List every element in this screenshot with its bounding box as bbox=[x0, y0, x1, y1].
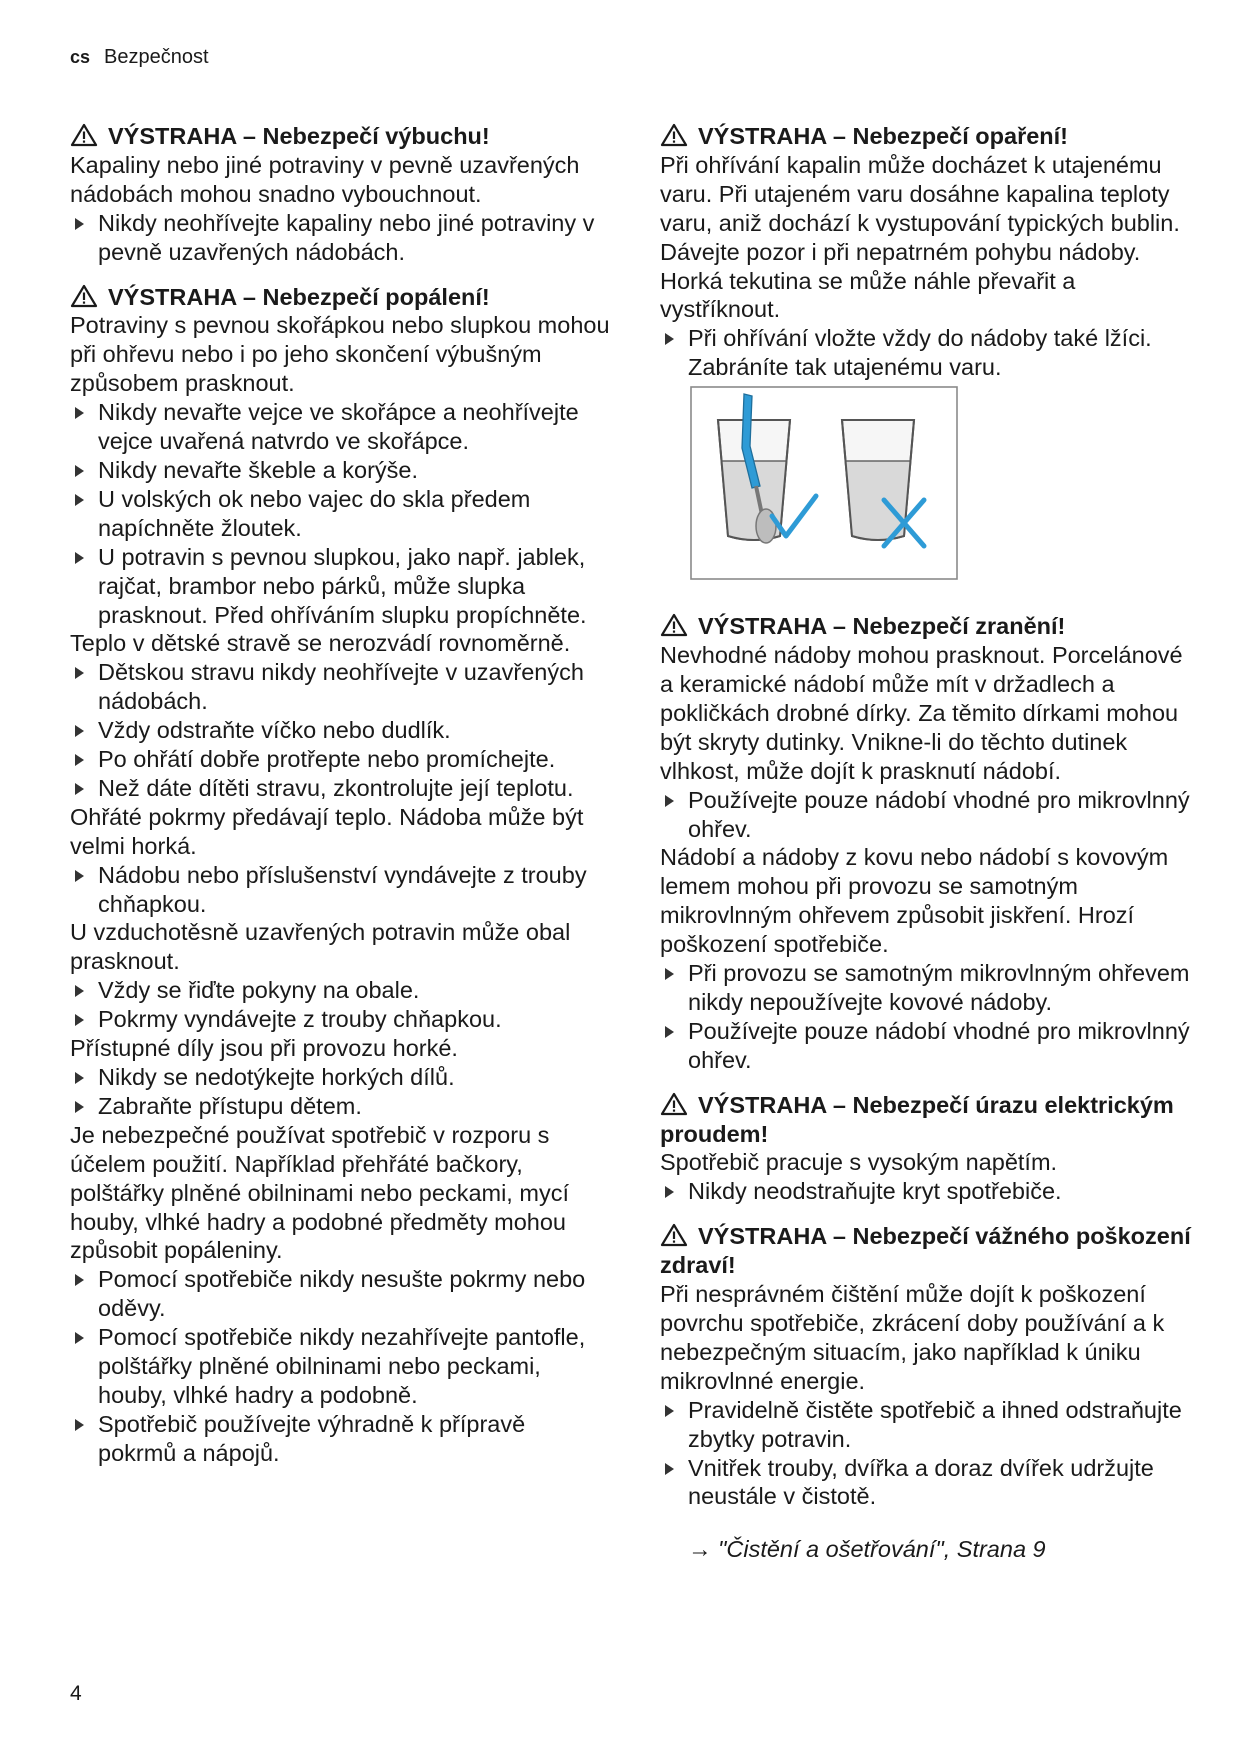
warning-text: Spotřebič pracuje s vysokým napětím. bbox=[660, 1149, 1058, 1176]
list-item: U volských ok nebo vajec do skla předem napíchněte žloutek. bbox=[70, 485, 610, 543]
list-item: Pravidelně čistěte spotřebič a ihned odstraňujte zbytky potravin. bbox=[660, 1396, 1200, 1454]
list-item: Nádobu nebo příslušenství vyndávejte z trouby chňapkou. bbox=[70, 861, 610, 919]
warning-triangle-icon bbox=[660, 1092, 688, 1116]
bullet-list bbox=[70, 861, 610, 919]
bullet-list bbox=[70, 1265, 610, 1467]
warning-triangle-icon bbox=[660, 123, 688, 147]
list-item: Nikdy se nedotýkejte horkých dílů. bbox=[70, 1063, 610, 1092]
list-item: Vždy se řiďte pokyny na obale. bbox=[70, 976, 610, 1005]
warning-text: Nádobí a nádoby z kovu nebo nádobí s kovovým lemem mohou při provozu se samotným mikrovlnným ohřevem způsobit jiskření. Hrozí poškození spotřebiče. bbox=[660, 844, 1169, 958]
warning-title: VÝSTRAHA – Nebezpečí opaření! bbox=[698, 123, 1068, 149]
warning-burn bbox=[70, 283, 610, 1468]
left-column bbox=[70, 122, 610, 1468]
section-title: Bezpečnost bbox=[104, 46, 209, 68]
list-item: Pomocí spotřebiče nikdy nesušte pokrmy nebo oděvy. bbox=[70, 1265, 610, 1323]
warning-text: Nevhodné nádoby mohou prasknout. Porcelánové a keramické nádobí může mít v držadlech a pokličkách drobné dírky. Za těmito dírkami mohou být skryty dutinky. Vnikne-li do těchto dutinek vlhkost, může dojít k prasknutí nádobí. bbox=[660, 642, 1183, 784]
warning-title: VÝSTRAHA – Nebezpečí zranění! bbox=[698, 613, 1066, 640]
bullet-list bbox=[70, 1063, 610, 1121]
list-item: Spotřebič používejte výhradně k přípravě pokrmů a nápojů. bbox=[70, 1410, 610, 1468]
list-item: Nikdy nevařte vejce ve skořápce a neohřívejte vejce uvařená natvrdo ve skořápce. bbox=[70, 398, 610, 456]
list-item: Vnitřek trouby, dvířka a doraz dvířek udržujte neustále v čistotě. bbox=[660, 1454, 1200, 1512]
warning-text: Při nesprávném čištění může dojít k poškození povrchu spotřebiče, zkrácení doby používání a k nebezpečným situacím, jako například k úniku mikrovlnné energie. bbox=[660, 1281, 1165, 1394]
warning-text: Kapaliny nebo jiné potraviny v pevně uzavřených nádobách mohou snadno vybouchnout. bbox=[70, 151, 580, 207]
list-item: Používejte pouze nádobí vhodné pro mikrovlnný ohřev. bbox=[660, 786, 1200, 844]
warning-triangle-icon bbox=[660, 613, 688, 637]
warning-text: Je nebezpečné používat spotřebič v rozporu s účelem použití. Například přehřáté bačkory, polštářky plněné obilninami nebo peckami, mycí houby, vlhké hadry a podobné předměty mohou způsobit popáleniny. bbox=[70, 1121, 569, 1264]
list-item: Nikdy neodstraňujte kryt spotřebiče. bbox=[660, 1177, 1200, 1206]
list-item: Při ohřívání vložte vždy do nádoby také lžíci. Zabráníte tak utajenému varu. bbox=[660, 324, 1200, 382]
warning-title: VÝSTRAHA – Nebezpečí vážného poškození zdraví! bbox=[660, 1223, 1191, 1279]
warning-text: Teplo v dětské stravě se nerozvádí rovnoměrně. bbox=[70, 630, 571, 657]
page-header bbox=[70, 46, 209, 69]
list-item: Po ohřátí dobře protřepte nebo promíchejte. bbox=[70, 745, 610, 774]
warning-triangle-icon bbox=[70, 123, 98, 147]
list-item: Používejte pouze nádobí vhodné pro mikrovlnný ohřev. bbox=[660, 1017, 1200, 1075]
list-item: Pokrmy vyndávejte z trouby chňapkou. bbox=[70, 1005, 610, 1034]
warning-health bbox=[660, 1222, 1200, 1563]
warning-title: VÝSTRAHA – Nebezpečí popálení! bbox=[108, 283, 490, 310]
list-item: Než dáte dítěti stravu, zkontrolujte její teplotu. bbox=[70, 774, 610, 803]
list-item: Nikdy neohřívejte kapaliny nebo jiné potraviny v pevně uzavřených nádobách. bbox=[70, 209, 610, 267]
warning-injury bbox=[660, 612, 1200, 1075]
language-code: cs bbox=[70, 47, 91, 67]
cross-reference-link[interactable]: → "Čistění a ošetřování", Strana 9 bbox=[688, 1535, 1046, 1562]
spoon-in-glass-illustration bbox=[690, 386, 958, 580]
warning-text: U vzduchotěsně uzavřených potravin může obal prasknout. bbox=[70, 919, 571, 975]
list-item: Zabraňte přístupu dětem. bbox=[70, 1092, 610, 1121]
warning-title: VÝSTRAHA – Nebezpečí úrazu elektrickým proudem! bbox=[660, 1091, 1174, 1147]
warning-text: Při ohřívání kapalin může docházet k utajenému varu. Při utajeném varu dosáhne kapalina teploty varu, aniž dochází k vystupování typických bublin. Dávejte pozor i při nepatrném pohybu nádoby. Horká tekutina se může náhle převařit a vystříknout. bbox=[660, 151, 1180, 323]
warning-text: Ohřáté pokrmy předávají teplo. Nádoba může být velmi horká. bbox=[70, 803, 584, 859]
warning-text: Přístupné díly jsou při provozu horké. bbox=[70, 1035, 458, 1062]
bullet-list bbox=[660, 959, 1200, 1075]
warning-text: Potraviny s pevnou skořápkou nebo slupkou mohou při ohřevu nebo i po jeho skončení výbušným způsobem prasknout. bbox=[70, 312, 610, 397]
list-item: Nikdy nevařte škeble a korýše. bbox=[70, 456, 610, 485]
right-column bbox=[660, 122, 1200, 1587]
list-item: Při provozu se samotným mikrovlnným ohřevem nikdy nepoužívejte kovové nádoby. bbox=[660, 959, 1200, 1017]
page-number: 4 bbox=[70, 1682, 82, 1705]
bullet-list bbox=[660, 1396, 1200, 1512]
warning-title: VÝSTRAHA – Nebezpečí výbuchu! bbox=[108, 123, 490, 149]
bullet-list bbox=[70, 398, 610, 629]
bullet-list bbox=[70, 976, 610, 1034]
bullet-list bbox=[660, 324, 1200, 382]
warning-triangle-icon bbox=[660, 1223, 688, 1247]
warning-scald bbox=[660, 122, 1200, 382]
list-item: Dětskou stravu nikdy neohřívejte v uzavřených nádobách. bbox=[70, 658, 610, 716]
list-item: U potravin s pevnou slupkou, jako např. jablek, rajčat, brambor nebo párků, může slupka prasknout. Před ohříváním slupku propíchněte. bbox=[70, 543, 610, 630]
warning-electric bbox=[660, 1091, 1200, 1207]
warning-triangle-icon bbox=[70, 284, 98, 308]
bullet-list bbox=[70, 658, 610, 803]
list-item: Vždy odstraňte víčko nebo dudlík. bbox=[70, 716, 610, 745]
bullet-list bbox=[660, 786, 1200, 844]
warning-explosion bbox=[70, 122, 610, 267]
bullet-list bbox=[70, 209, 610, 267]
bullet-list bbox=[660, 1177, 1200, 1206]
list-item: Pomocí spotřebiče nikdy nezahřívejte pantofle, polštářky plněné obilninami nebo peckami, houby, vlhké hadry a podobně. bbox=[70, 1323, 610, 1410]
